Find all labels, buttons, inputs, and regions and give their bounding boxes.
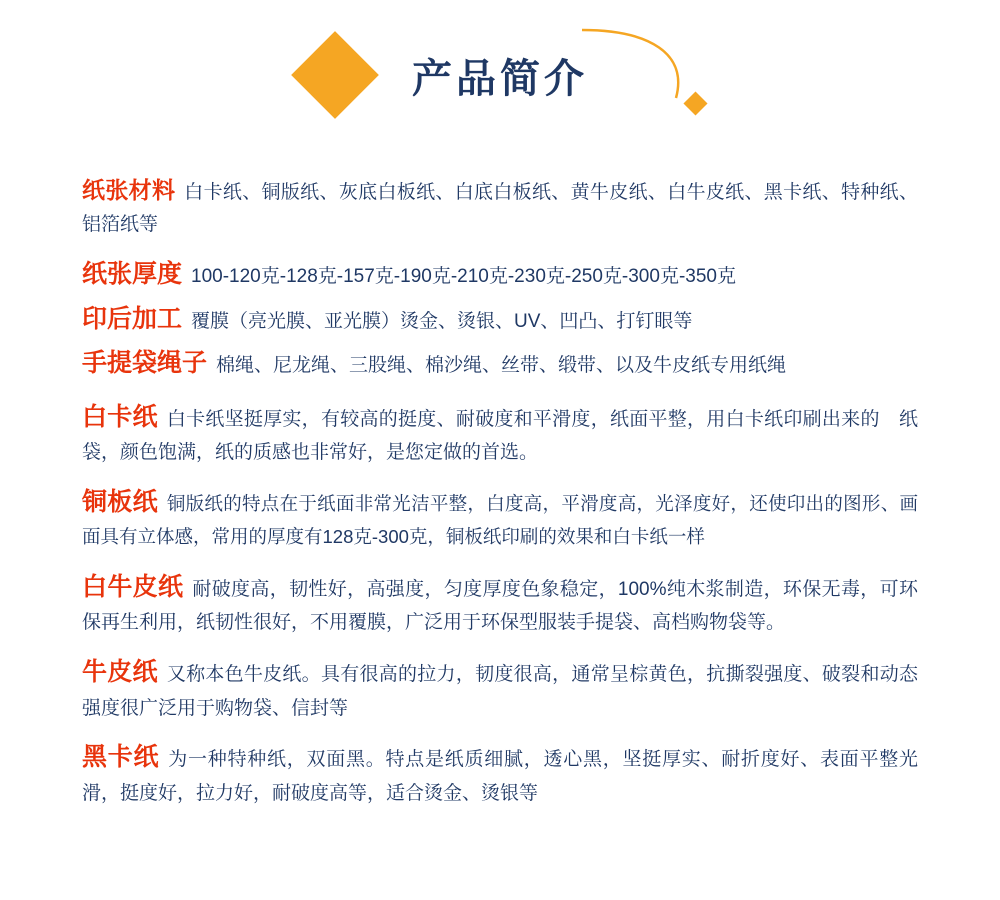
section-text: 100-120克-128克-157克-190克-210克-230克-250克-300克-350克 — [191, 266, 736, 288]
section-text: 又称本色牛皮纸。具有很高的拉力，韧度很高，通常呈棕黄色，抗撕裂强度、破裂和动态强度很广泛用于购物袋、信封等 — [82, 664, 918, 719]
section-label: 白卡纸 — [82, 402, 158, 431]
section-row — [82, 737, 918, 809]
section-text: 棉绳、尼龙绳、三股绳、棉沙绳、丝带、缎带、以及牛皮纸专用纸绳 — [216, 355, 787, 377]
section-row — [82, 172, 918, 241]
section-row — [82, 482, 918, 554]
section-row — [82, 397, 918, 469]
section-text: 为一种特种纸，双面黑。特点是纸质细腻，透心黑，坚挺厚实、耐折度好、表面平整光滑，挺度好，拉力好，耐破度高等，适合烫金、烫银等 — [82, 749, 918, 804]
page-header — [0, 0, 1000, 150]
section-label: 铜板纸 — [82, 487, 158, 516]
section-label: 纸张厚度 — [82, 260, 183, 289]
section-label: 白牛皮纸 — [82, 572, 184, 601]
swoosh-icon — [580, 26, 700, 116]
section-text: 覆膜（亮光膜、亚光膜）烫金、烫银、UV、凹凸、打钉眼等 — [191, 310, 693, 332]
section-row — [82, 254, 918, 295]
section-label: 黑卡纸 — [82, 743, 160, 772]
content-body — [0, 150, 1000, 810]
diamond-icon — [291, 31, 379, 119]
page-title: 产品简介 — [412, 56, 588, 101]
section-text: 耐破度高，韧性好，高强度，匀度厚度色象稳定，100%纯木浆制造，环保无毒，可环保再生利用，纸韧性很好，不用覆膜，广泛用于环保型服装手提袋、高档购物袋等。 — [82, 578, 918, 634]
section-label: 牛皮纸 — [82, 658, 158, 687]
section-label: 印后加工 — [82, 304, 183, 333]
section-label: 手提袋绳子 — [82, 349, 208, 378]
section-text: 白卡纸、铜版纸、灰底白板纸、白底白板纸、黄牛皮纸、白牛皮纸、黑卡纸、特种纸、铝箔纸等 — [82, 182, 919, 236]
section-row — [82, 343, 918, 384]
section-row — [82, 567, 918, 639]
section-text: 铜版纸的特点在于纸面非常光洁平整，白度高，平滑度高，光泽度好，还使印出的图形、画面具有立体感，常用的厚度有128克-300克，铜板纸印刷的效果和白卡纸一样 — [82, 492, 918, 548]
section-row — [82, 299, 918, 340]
header-decor-group — [290, 20, 710, 130]
section-text: 白卡纸坚挺厚实，有较高的挺度、耐破度和平滑度，纸面平整，用白卡纸印刷出来的 纸袋，颜色饱满，纸的质感也非常好，是您定做的首选。 — [82, 408, 918, 464]
section-label: 纸张材料 — [82, 177, 176, 203]
section-row — [82, 652, 918, 724]
